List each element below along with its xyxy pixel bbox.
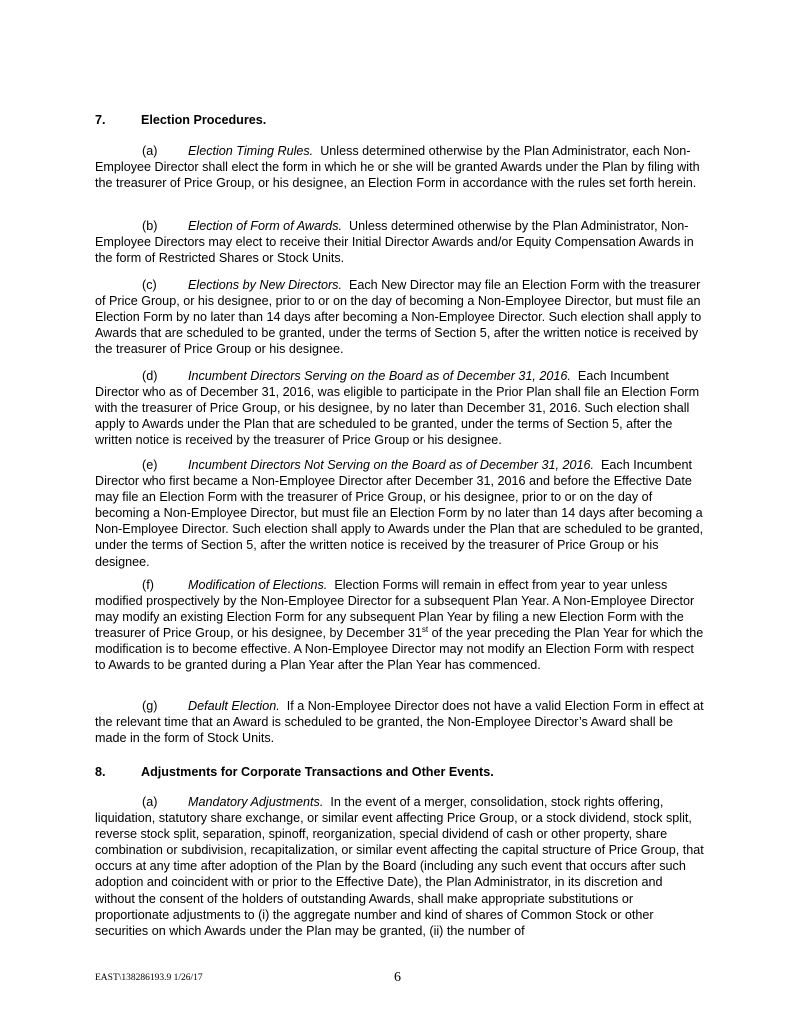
paragraph-text: In the event of a merger, consolidation, stock rights offering, liquidation, statutory share exchange, or similar event affecting Price Group, or a stock dividend, stock split, reverse stock split, separation, spinoff, reorganization, special dividend of cash or other property, share combination or subdivision, recapitalization, or similar event affecting the capital structure of Price Group, that occurs at any time after adoption of the Plan by the Board (including any such event that occurs after such adoption and coincident with or prior to the Effective Date), the Plan Administrator, in its discretion and without the consent of the holders of outstanding Awards, shall make appropriate substitutions or proportionate adjustments to (i) the aggregate number and kind of shares of Common Stock or other securities on which Awards under the Plan may be granted, (ii) the number of [95,795,704,938]
paragraph-label: (f) [142,578,154,592]
paragraph-title: Election Timing Rules. [188,144,314,158]
ordinal-suffix: st [421,625,429,635]
paragraph-7b [95,218,705,266]
document-reference: EAST\138286193.9 1/26/17 [95,973,203,983]
paragraph-title: Incumbent Directors Serving on the Board as of December 31, 2016. [188,369,571,383]
section-7-heading [95,112,705,128]
section-number: 8. [95,765,106,779]
section-title: Election Procedures. [141,113,267,127]
paragraph-text: Unless determined otherwise by the Plan Administrator, Non-Employee Directors may elect to receive their Initial Director Awards and/or Equity Compensation Awards in the form of Restricted Shares or Stock Units. [95,219,694,266]
section-title: Adjustments for Corporate Transactions and Other Events. [141,765,494,779]
paragraph-text: If a Non-Employee Director does not have a valid Election Form in effect at the relevant time that an Award is scheduled to be granted, the Non-Employee Director’s Award shall be made in the form of Stock Units. [95,699,704,746]
paragraph-text: Election Forms will remain in effect from year to year unless modified prospectively by the Non-Employee Director for a subsequent Plan Year. A Non-Employee Director may modify an existing Election Form for any subsequent Plan Year by filing a new Election Form with the treasurer of Price Group, or his designee, by December 31 [95,578,695,641]
section-number: 7. [95,113,106,127]
paragraph-7f [95,577,705,674]
paragraph-7c [95,277,705,357]
paragraph-text: Each Incumbent Director who first became a Non-Employee Director after December 31, 2016 and before the Effective Date may file an Election Form with the treasurer of Price Group, or his designee, prior to or on the day of becoming a Non-Employee Director, but must file an Election Form by no later than 14 days after becoming a Non-Employee Director. Such election shall apply to Awards under the Plan that are scheduled to be granted, under the terms of Section 5, after the written notice is received by the treasurer of Price Group or his designee. [95,458,704,569]
paragraph-text: Unless determined otherwise by the Plan Administrator, each Non-Employee Director shall elect the form in which he or she will be granted Awards under the Plan by filing with the treasurer of Price Group, or his designee, an Election Form in accordance with the rules set forth herein. [95,144,700,191]
paragraph-text: Each New Director may file an Election Form with the treasurer of Price Group, or his designee, prior to or on the day of becoming a Non-Employee Director, but must file an Election Form by no later than 14 days after becoming a Non-Employee Director. Such election shall apply to Awards that are scheduled to be granted, under the terms of Section 5, after the written notice is received by the treasurer of Price Group or his designee. [95,278,702,357]
paragraph-title: Default Election. [188,699,280,713]
paragraph-label: (e) [142,458,158,472]
paragraph-label: (c) [142,278,157,292]
section-8-heading [95,764,705,780]
paragraph-7g [95,698,705,746]
paragraph-title: Election of Form of Awards. [188,219,342,233]
paragraph-title: Elections by New Directors. [188,278,342,292]
paragraph-7d [95,368,705,448]
page-number: 6 [394,970,401,985]
paragraph-label: (g) [142,699,158,713]
paragraph-7e [95,457,705,570]
paragraph-8a [95,794,705,939]
paragraph-label: (a) [142,144,158,158]
paragraph-text-continued: of the year preceding the Plan Year for which the modification is to become effective. A Non-Employee Director may not modify an Election Form with respect to Awards to be granted during a Plan Year after the Plan Year has commenced. [95,626,704,673]
paragraph-label: (a) [142,795,158,809]
paragraph-title: Mandatory Adjustments. [188,795,324,809]
paragraph-title: Modification of Elections. [188,578,328,592]
paragraph-label: (b) [142,219,158,233]
paragraph-label: (d) [142,369,158,383]
paragraph-7a [95,143,705,191]
paragraph-title: Incumbent Directors Not Serving on the Board as of December 31, 2016. [188,458,595,472]
paragraph-text: Each Incumbent Director who as of December 31, 2016, was eligible to participate in the Prior Plan shall file an Election Form with the treasurer of Price Group, or his designee, by no later than December 31, 2016. Such election shall apply to Awards under the Plan that are scheduled to be granted, under the terms of Section 5, after the written notice is received by the treasurer of Price Group or his designee. [95,369,700,448]
